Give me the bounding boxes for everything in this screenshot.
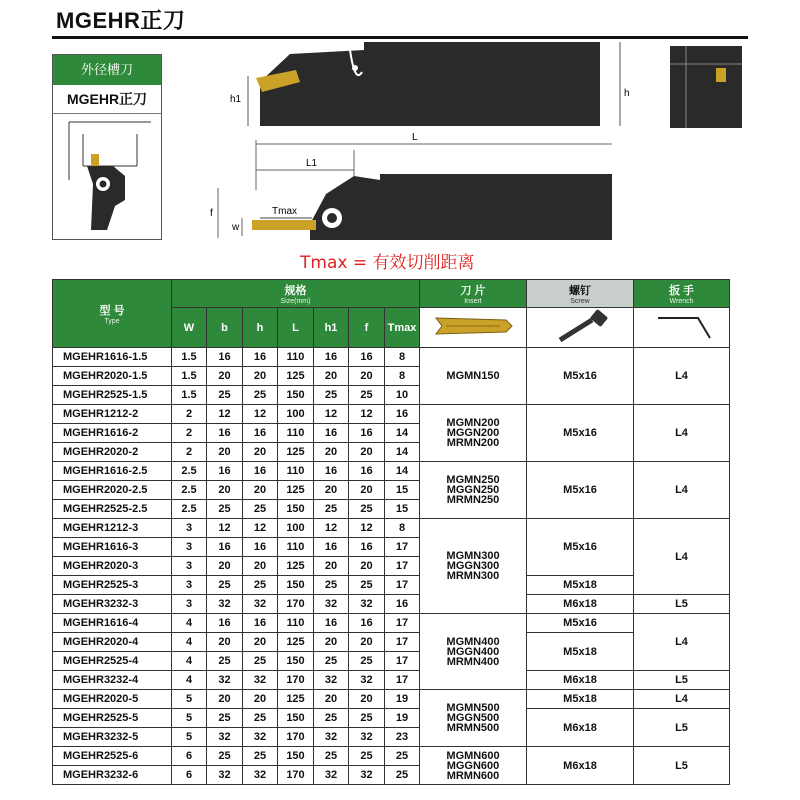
spec-cell: 110 [278, 348, 314, 367]
spec-cell: 3 [172, 576, 207, 595]
model-cell: MGEHR2020-2.5 [53, 481, 172, 500]
wrench-cell: L5 [634, 747, 730, 785]
spec-cell: 32 [349, 595, 385, 614]
spec-cell: 110 [278, 462, 314, 481]
spec-cell: 2.5 [172, 481, 207, 500]
spec-cell: 12 [349, 405, 385, 424]
spec-cell: 32 [207, 671, 243, 690]
spec-cell: 170 [278, 595, 314, 614]
col-header-w: W [172, 308, 207, 348]
wrench-image [634, 308, 730, 348]
spec-cell: 2.5 [172, 462, 207, 481]
spec-cell: 19 [385, 709, 420, 728]
spec-cell: 25 [314, 747, 349, 766]
spec-cell: 100 [278, 519, 314, 538]
spec-cell: 12 [243, 405, 278, 424]
spec-cell: 2 [172, 424, 207, 443]
spec-cell: 20 [349, 633, 385, 652]
spec-cell: 19 [385, 690, 420, 709]
insert-image [420, 308, 527, 348]
spec-cell: 17 [385, 633, 420, 652]
insert-cell: MGMN150 [420, 348, 527, 405]
tool-model: MGEHR正刀 [53, 85, 161, 114]
spec-cell: 32 [207, 595, 243, 614]
spec-cell: 4 [172, 614, 207, 633]
dim-L: L [412, 132, 418, 143]
spec-cell: 16 [314, 538, 349, 557]
spec-cell: 20 [243, 481, 278, 500]
spec-cell: 2.5 [172, 500, 207, 519]
spec-cell: 2 [172, 405, 207, 424]
spec-cell: 25 [349, 652, 385, 671]
spec-cell: 16 [243, 614, 278, 633]
spec-cell: 20 [349, 690, 385, 709]
model-cell: MGEHR2020-2 [53, 443, 172, 462]
col-header-f: f [349, 308, 385, 348]
screw-cell: M5x18 [527, 633, 634, 671]
spec-cell: 20 [349, 557, 385, 576]
header-wrench: 扳 手 Wrench [634, 280, 730, 308]
spec-cell: 16 [314, 348, 349, 367]
spec-cell: 3 [172, 557, 207, 576]
spec-cell: 25 [243, 747, 278, 766]
spec-cell: 5 [172, 690, 207, 709]
wrench-cell: L4 [634, 348, 730, 405]
spec-cell: 8 [385, 348, 420, 367]
spec-cell: 32 [314, 671, 349, 690]
col-header-tmax: Tmax [385, 308, 420, 348]
spec-cell: 20 [207, 367, 243, 386]
spec-cell: 16 [314, 424, 349, 443]
spec-cell: 16 [349, 424, 385, 443]
screw-cell: M5x16 [527, 614, 634, 633]
spec-cell: 125 [278, 633, 314, 652]
spec-cell: 12 [207, 519, 243, 538]
spec-cell: 1.5 [172, 386, 207, 405]
tool-end-view-drawing [668, 42, 748, 132]
spec-cell: 20 [314, 443, 349, 462]
spec-cell: 150 [278, 576, 314, 595]
spec-cell: 150 [278, 747, 314, 766]
spec-cell: 20 [207, 633, 243, 652]
model-cell: MGEHR1212-2 [53, 405, 172, 424]
screw-cell: M6x18 [527, 709, 634, 747]
wrench-cell: L4 [634, 462, 730, 519]
spec-cell: 25 [207, 652, 243, 671]
spec-cell: 16 [314, 614, 349, 633]
spec-cell: 25 [349, 747, 385, 766]
screw-cell: M6x18 [527, 671, 634, 690]
model-cell: MGEHR2020-5 [53, 690, 172, 709]
spec-cell: 12 [243, 519, 278, 538]
spec-cell: 32 [207, 728, 243, 747]
table-row [53, 747, 730, 766]
spec-cell: 20 [207, 481, 243, 500]
screw-cell: M5x16 [527, 348, 634, 405]
spec-cell: 12 [314, 519, 349, 538]
spec-cell: 16 [207, 614, 243, 633]
spec-cell: 15 [385, 500, 420, 519]
spec-cell: 16 [207, 538, 243, 557]
spec-cell: 32 [314, 595, 349, 614]
table-row [53, 576, 730, 595]
dim-f: f [210, 208, 213, 219]
spec-cell: 150 [278, 652, 314, 671]
model-cell: MGEHR1616-2.5 [53, 462, 172, 481]
screw-cell: M5x16 [527, 462, 634, 519]
spec-cell: 20 [314, 690, 349, 709]
spec-cell: 12 [314, 405, 349, 424]
dim-w: w [232, 222, 240, 233]
spec-cell: 20 [349, 443, 385, 462]
spec-cell: 25 [314, 500, 349, 519]
header-insert: 刀 片 Insert [420, 280, 527, 308]
wrench-cell: L5 [634, 595, 730, 614]
page-title: MGEHR正刀 [56, 8, 186, 33]
spec-cell: 17 [385, 614, 420, 633]
spec-cell: 16 [207, 462, 243, 481]
spec-cell: 14 [385, 443, 420, 462]
table-row [53, 462, 730, 481]
spec-cell: 20 [243, 367, 278, 386]
table-row [53, 690, 730, 709]
spec-cell: 20 [349, 367, 385, 386]
spec-cell: 20 [314, 367, 349, 386]
spec-cell: 4 [172, 633, 207, 652]
screw-cell: M5x16 [527, 405, 634, 462]
spec-cell: 4 [172, 671, 207, 690]
spec-cell: 2 [172, 443, 207, 462]
spec-table [52, 279, 730, 785]
spec-cell: 20 [314, 481, 349, 500]
spec-cell: 25 [349, 709, 385, 728]
spec-cell: 125 [278, 367, 314, 386]
dim-h: h [624, 88, 630, 99]
table-row [53, 348, 730, 367]
spec-cell: 32 [243, 671, 278, 690]
table-row [53, 405, 730, 424]
spec-cell: 8 [385, 519, 420, 538]
spec-cell: 5 [172, 728, 207, 747]
spec-cell: 32 [243, 595, 278, 614]
insert-cell: MGMN300 MGGN300 MRMN300 [420, 519, 527, 614]
spec-cell: 16 [349, 462, 385, 481]
spec-cell: 110 [278, 538, 314, 557]
spec-cell: 3 [172, 538, 207, 557]
spec-cell: 1.5 [172, 367, 207, 386]
spec-cell: 25 [243, 576, 278, 595]
table-row [53, 614, 730, 633]
tool-thumbnail [53, 114, 161, 240]
spec-cell: 32 [314, 728, 349, 747]
spec-cell: 32 [207, 766, 243, 785]
model-cell: MGEHR3232-3 [53, 595, 172, 614]
spec-cell: 15 [385, 481, 420, 500]
spec-cell: 25 [207, 576, 243, 595]
model-cell: MGEHR2525-2.5 [53, 500, 172, 519]
spec-cell: 16 [207, 424, 243, 443]
spec-cell: 25 [207, 709, 243, 728]
screw-cell: M5x16 [527, 519, 634, 576]
spec-cell: 23 [385, 728, 420, 747]
spec-cell: 17 [385, 557, 420, 576]
table-row [53, 709, 730, 728]
spec-cell: 16 [349, 614, 385, 633]
model-cell: MGEHR2525-6 [53, 747, 172, 766]
wrench-cell: L5 [634, 709, 730, 747]
spec-cell: 110 [278, 614, 314, 633]
spec-cell: 100 [278, 405, 314, 424]
wrench-cell: L4 [634, 519, 730, 595]
model-cell: MGEHR1616-1.5 [53, 348, 172, 367]
screw-image [527, 308, 634, 348]
tool-type-box [52, 54, 162, 240]
spec-cell: 20 [349, 481, 385, 500]
table-row [53, 519, 730, 538]
spec-cell: 32 [314, 766, 349, 785]
spec-cell: 25 [349, 500, 385, 519]
spec-cell: 16 [207, 348, 243, 367]
model-cell: MGEHR2525-5 [53, 709, 172, 728]
screw-cell: M5x18 [527, 576, 634, 595]
screw-cell: M5x18 [527, 690, 634, 709]
table-row [53, 633, 730, 652]
spec-cell: 10 [385, 386, 420, 405]
spec-cell: 32 [349, 766, 385, 785]
spec-cell: 20 [207, 557, 243, 576]
spec-cell: 25 [243, 386, 278, 405]
spec-cell: 125 [278, 443, 314, 462]
spec-cell: 17 [385, 576, 420, 595]
wrench-cell: L4 [634, 614, 730, 671]
spec-cell: 150 [278, 709, 314, 728]
tmax-note: Tmax = 有效切削距离 [300, 253, 475, 273]
spec-cell: 125 [278, 481, 314, 500]
spec-cell: 17 [385, 652, 420, 671]
spec-cell: 25 [207, 500, 243, 519]
spec-cell: 14 [385, 462, 420, 481]
spec-cell: 25 [314, 652, 349, 671]
spec-cell: 16 [385, 595, 420, 614]
spec-cell: 25 [314, 576, 349, 595]
spec-cell: 25 [243, 709, 278, 728]
spec-cell: 17 [385, 671, 420, 690]
spec-cell: 25 [243, 652, 278, 671]
spec-cell: 16 [385, 405, 420, 424]
spec-cell: 32 [349, 671, 385, 690]
model-cell: MGEHR2525-1.5 [53, 386, 172, 405]
model-cell: MGEHR3232-4 [53, 671, 172, 690]
spec-cell: 150 [278, 500, 314, 519]
spec-cell: 16 [243, 462, 278, 481]
spec-cell: 16 [243, 348, 278, 367]
screw-cell: M6x18 [527, 595, 634, 614]
wrench-cell: L5 [634, 671, 730, 690]
insert-cell: MGMN400 MGGN400 MRMN400 [420, 614, 527, 690]
spec-cell: 16 [243, 424, 278, 443]
spec-cell: 32 [243, 728, 278, 747]
model-cell: MGEHR2525-4 [53, 652, 172, 671]
header-screw: 螺钉 Screw [527, 280, 634, 308]
tool-top-view-drawing [200, 36, 640, 132]
dim-L1: L1 [306, 158, 318, 169]
spec-cell: 20 [207, 443, 243, 462]
spec-cell: 25 [385, 766, 420, 785]
model-cell: MGEHR3232-6 [53, 766, 172, 785]
screw-cell: M6x18 [527, 747, 634, 785]
spec-cell: 170 [278, 671, 314, 690]
spec-cell: 3 [172, 595, 207, 614]
table-row [53, 595, 730, 614]
spec-cell: 25 [314, 386, 349, 405]
spec-cell: 25 [314, 709, 349, 728]
spec-cell: 6 [172, 766, 207, 785]
spec-cell: 32 [243, 766, 278, 785]
dim-h1: h1 [230, 94, 242, 105]
spec-cell: 25 [207, 747, 243, 766]
spec-cell: 125 [278, 690, 314, 709]
spec-cell: 110 [278, 424, 314, 443]
spec-cell: 125 [278, 557, 314, 576]
spec-cell: 6 [172, 747, 207, 766]
model-cell: MGEHR2020-3 [53, 557, 172, 576]
model-cell: MGEHR3232-5 [53, 728, 172, 747]
header-type: 型 号 Type [53, 280, 172, 348]
insert-cell: MGMN250 MGGN250 MRMN250 [420, 462, 527, 519]
model-cell: MGEHR1616-3 [53, 538, 172, 557]
insert-cell: MGMN600 MGGN600 MRMN600 [420, 747, 527, 785]
spec-cell: 20 [243, 690, 278, 709]
insert-cell: MGMN500 MGGN500 MRMN500 [420, 690, 527, 747]
wrench-cell: L4 [634, 690, 730, 709]
model-cell: MGEHR2020-1.5 [53, 367, 172, 386]
model-cell: MGEHR1616-2 [53, 424, 172, 443]
spec-cell: 25 [349, 386, 385, 405]
spec-cell: 8 [385, 367, 420, 386]
spec-cell: 16 [349, 348, 385, 367]
spec-table-body [53, 348, 730, 785]
model-cell: MGEHR2525-3 [53, 576, 172, 595]
spec-cell: 20 [314, 557, 349, 576]
spec-cell: 20 [207, 690, 243, 709]
tool-side-view-drawing [200, 130, 620, 252]
spec-cell: 14 [385, 424, 420, 443]
spec-cell: 25 [207, 386, 243, 405]
spec-cell: 16 [314, 462, 349, 481]
col-header-h1: h1 [314, 308, 349, 348]
spec-cell: 16 [243, 538, 278, 557]
col-header-b: b [207, 308, 243, 348]
spec-cell: 4 [172, 652, 207, 671]
spec-cell: 3 [172, 519, 207, 538]
spec-cell: 20 [243, 633, 278, 652]
spec-cell: 16 [349, 538, 385, 557]
model-cell: MGEHR2020-4 [53, 633, 172, 652]
dim-tmax: Tmax [272, 206, 297, 217]
spec-cell: 17 [385, 538, 420, 557]
col-header-l: L [278, 308, 314, 348]
col-header-h: h [243, 308, 278, 348]
wrench-cell: L4 [634, 405, 730, 462]
insert-cell: MGMN200 MGGN200 MRMN200 [420, 405, 527, 462]
spec-cell: 5 [172, 709, 207, 728]
spec-cell: 32 [349, 728, 385, 747]
spec-cell: 20 [314, 633, 349, 652]
tool-category: 外径槽刀 [53, 55, 161, 85]
spec-cell: 1.5 [172, 348, 207, 367]
spec-cell: 25 [243, 500, 278, 519]
spec-cell: 150 [278, 386, 314, 405]
model-cell: MGEHR1616-4 [53, 614, 172, 633]
spec-cell: 20 [243, 443, 278, 462]
table-row [53, 671, 730, 690]
spec-cell: 170 [278, 766, 314, 785]
spec-cell: 25 [349, 576, 385, 595]
spec-cell: 12 [207, 405, 243, 424]
header-size: 规格 Size(mm) [172, 280, 420, 308]
spec-cell: 25 [385, 747, 420, 766]
spec-cell: 170 [278, 728, 314, 747]
model-cell: MGEHR1212-3 [53, 519, 172, 538]
spec-cell: 12 [349, 519, 385, 538]
spec-cell: 20 [243, 557, 278, 576]
